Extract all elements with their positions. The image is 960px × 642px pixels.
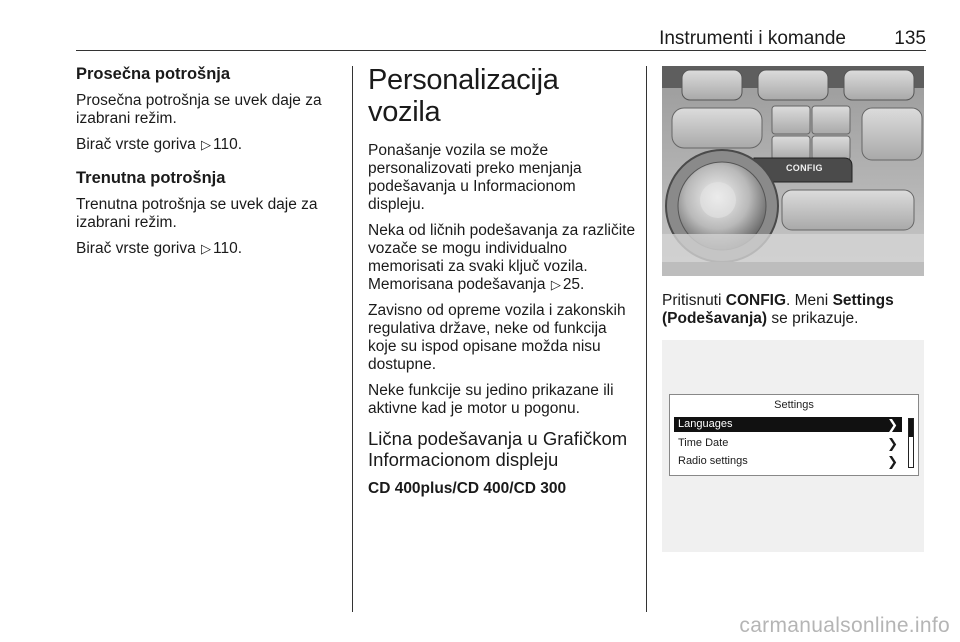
ref-text: Birač vrste goriva (76, 136, 196, 153)
menu-item-time-date (674, 436, 902, 451)
cross-reference (76, 136, 338, 154)
menu-item-languages (674, 417, 902, 432)
menu-item-label: Languages (678, 418, 733, 430)
ref-text: Birač vrste goriva (76, 240, 196, 257)
ref-page: 110. (213, 136, 243, 153)
column-left (76, 64, 338, 266)
ref-page: 25. (562, 276, 585, 293)
page-ref-arrow-icon: ▷ (201, 241, 212, 256)
caption-key: CONFIG (725, 292, 787, 309)
settings-display (669, 394, 919, 476)
caption-text: Pritisnuti (662, 292, 722, 309)
display-screenshot (662, 340, 924, 552)
page-ref-arrow-icon: ▷ (201, 137, 212, 152)
caption-text: . Meni (786, 292, 829, 309)
menu-item-radio-settings (674, 454, 902, 469)
section-title: Personalizacija vozila (368, 64, 559, 128)
chevron-right-icon: ❯ (887, 417, 898, 432)
paragraph: Zavisno od opreme vozila i zakonskih regulativa države, neke od funkcija koje su ispod opisane možda nisu dostupne. (368, 302, 626, 373)
caption-menu-name: Settings (Podešavanja) (662, 292, 894, 327)
chevron-right-icon: ❯ (887, 454, 898, 469)
figure-caption (662, 292, 924, 328)
section-heading-average: Prosečna potrošnja (76, 65, 231, 83)
model-list: CD 400plus/CD 400/CD 300 (368, 480, 567, 497)
column-divider-2 (646, 66, 647, 612)
page-number: 135 (894, 28, 926, 49)
caption-text: se prikazuje. (771, 310, 859, 327)
column-middle (368, 64, 636, 498)
cross-reference (368, 222, 636, 294)
paragraph: Trenutna potrošnja se uvek daje za izabrani režim. (76, 196, 318, 231)
paragraph: Ponašanje vozila se može personalizovati preko menjanja podešavanja u Informacionom displeju. (368, 142, 582, 213)
menu-item-label: Radio settings (678, 455, 748, 467)
chevron-right-icon: ❯ (887, 436, 898, 451)
watermark: carmanualsonline.info (739, 614, 950, 637)
section-heading-current: Trenutna potrošnja (76, 169, 226, 187)
ref-text: Neka od ličnih podešavanja za različite vozače se mogu individualno memorisati za svaki ključ vozila. Memorisana podešavanja (368, 222, 636, 293)
subsection-heading: Lična podešavanja u Grafičkom Informacionom displeju (368, 428, 628, 470)
cross-reference (76, 240, 338, 258)
header-title: Instrumenti i komande (659, 28, 846, 49)
control-panel-photo (662, 66, 924, 276)
page-header (76, 28, 926, 50)
config-button-label: CONFIG (786, 163, 823, 173)
paragraph: Prosečna potrošnja se uvek daje za izabrani režim. (76, 92, 322, 127)
column-right (662, 64, 924, 552)
ref-page: 110. (213, 240, 243, 257)
page-ref-arrow-icon: ▷ (550, 277, 561, 292)
header-rule (76, 50, 926, 51)
menu-item-label: Time Date (678, 437, 729, 449)
display-scrollbar (908, 418, 914, 468)
display-title: Settings (774, 399, 814, 411)
column-divider-1 (352, 66, 353, 612)
paragraph: Neke funkcije su jedino prikazane ili aktivne kad je motor u pogonu. (368, 382, 614, 417)
scrollbar-thumb (909, 419, 913, 437)
